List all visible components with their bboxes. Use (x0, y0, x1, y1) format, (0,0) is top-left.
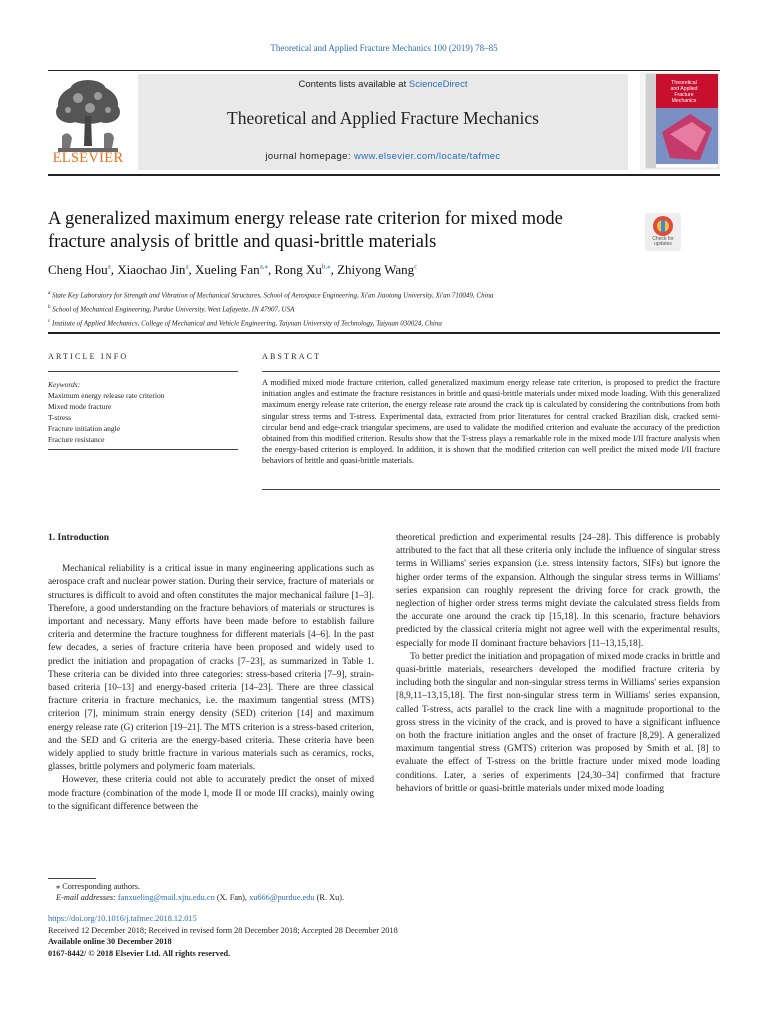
svg-text:Theoretical: Theoretical (671, 80, 697, 86)
email-link[interactable]: fanxueling@mail.xjtu.edu.cn (117, 893, 215, 903)
header-bottom-rule (48, 174, 720, 176)
copyright: 0167-8442/ © 2018 Elsevier Ltd. All rights reserved. (48, 948, 231, 958)
keywords-title: Keywords: (48, 380, 81, 389)
affiliation-mark: a (48, 291, 51, 296)
body-paragraph: theoretical prediction and experimental results [24–28]. This difference is probably attributed to the fact that all these criteria only include the influence of singular stress terms in Williams' series expansion (i.e. stress intensity factors, SIFs) but ignore the higher order terms of the expansion. Although the singular stress terms in Williams' series expansion can roughly represent the driving force for crack growth, the neglection of higher order stress terms might deviate the calculated stress fields from the accurate one around the crack tip [15,18]. In this scenario, fracture behaviors predicted by the classical criteria might not agree well with the experimental results, especially for mode II dominant fracture behaviors [11–13,15,18]. (396, 533, 720, 649)
crossmark-label: Check for updates (652, 236, 674, 247)
abstract-heading: ABSTRACT (262, 352, 322, 361)
body-column-right (396, 532, 720, 796)
abstract-bottom-rule (262, 489, 720, 490)
affiliation-mark: b (48, 304, 51, 310)
author-name[interactable]: Rong Xu (274, 262, 322, 277)
homepage-prefix: journal homepage: (265, 151, 351, 162)
keyword: Fracture resistance (48, 435, 105, 444)
title-block-rule (48, 332, 720, 334)
affiliation-item (48, 288, 720, 302)
keyword: Mixed mode fracture (48, 402, 112, 411)
svg-text:and Applied: and Applied (670, 86, 698, 92)
keyword: T-stress (48, 413, 72, 422)
email-note (48, 892, 708, 903)
author-affiliation-mark[interactable]: a,⁎ (259, 262, 269, 271)
author-affiliation-mark[interactable]: a (185, 262, 189, 271)
journal-cover-image[interactable] (640, 72, 720, 170)
article-info-rule (48, 371, 238, 372)
author-affiliation-mark[interactable]: a (107, 262, 111, 271)
sciencedirect-link[interactable]: ScienceDirect (408, 79, 468, 90)
journal-homepage-line (138, 151, 628, 162)
email-label: E-mail addresses: (56, 893, 116, 903)
affiliation-list (48, 288, 720, 329)
author-affiliation-mark[interactable]: b,⁎ (321, 262, 331, 271)
keyword: Maximum energy release rate criterion (48, 391, 165, 400)
svg-text:Mechanics: Mechanics (671, 98, 697, 104)
affiliation-item (48, 302, 720, 316)
footnotes (48, 881, 708, 903)
author-affiliation-mark[interactable]: c (414, 262, 418, 271)
author-list: Cheng Hou$^a$, Xiaochao Jin$^a$, Xueling Fan$^{a,⁎}$, Rong $Xu^{b,⁎}$, Zhiyong Wang$^c$ (48, 262, 418, 277)
body-paragraph: To better predict the initiation and propagation of mixed mode cracks in brittle and quasi-brittle materials, researchers developed the modified fracture criteria by including both the singular and non-singular stress terms in Williams' series expansion [8,9,11–13,15,18]. The first non-singular stress term in Williams' series expansion, called T-stress, acts parallel to the crack line with a magnitude proportional to the gross stress in the vicinity of the crack, and is proved to have a significant influence on both the fracture initiation angles and the onset of fracture [8,29]. A generalized maximum tangential stress (GMTS) criterion was proposed by Smith et al. [8] to evaluate the effect of T-stress on the brittle fracture under mixed mode loading conditions. Later, a series of experiments [24,30–34] confirmed that fracture behaviors of brittle or quasi-brittle materials under mixed mode loading (396, 651, 720, 794)
article-title: A generalized maximum energy release rate criterion for mixed mode fracture analysis of brittle and quasi-brittle materials (48, 209, 563, 252)
affiliation-text: State Key Laboratory for Strength and Vibration of Mechanical Structures, School of Aerospace Engineering, Xi'an Jiaotong University, Xi'an 710049, China (51, 291, 494, 300)
contents-prefix: Contents lists available at (298, 79, 407, 90)
corresponding-author-note: ⁎ Corresponding authors. (56, 882, 141, 891)
affiliation-item (48, 316, 720, 330)
author-name[interactable]: Cheng Hou (48, 262, 108, 277)
elsevier-wordmark: ELSEVIER (52, 150, 124, 166)
journal-reference-link[interactable]: Theoretical and Applied Fracture Mechanics 100 (2019) 78–85 (270, 43, 498, 53)
section-heading: 1. Introduction (48, 533, 110, 543)
keyword: Fracture initiation angle (48, 424, 121, 433)
keywords-block (48, 379, 238, 445)
affiliation-text: Institute of Applied Mechanics, College of Mechanical and Vehicle Engineering, Taiyuan University of Technology, Taiyuan 030024, China (51, 318, 442, 327)
body-paragraph: Mechanical reliability is a critical issue in many engineering applications such as aerospace craft and nuclear power station. During their service, fracture of materials or structures is difficult to avoid and often constitutes the major mechanical failure [1–3]. Therefore, a good understanding on the fracture behaviors of materials or structures is important and necessary. Many efforts have been made before to establish failure criteria and determine the fracture toughness for different materials [4–6]. In the past few decades, a series of fracture criteria have been proposed and widely used to predict the initiation and propagation of cracks [7–23], as summarized in Table 1. These criteria can be divided into three categories: stress-based criteria [7–9], strain-based criteria [10–13] and energy-based criteria [14–23]. There are three classical fracture criteria in fracture mechanics, i.e. the maximum tangential stress (MTS) criterion [7], minimum strain energy density (SED) criterion [14] and maximum energy release rate (G) criterion [19–21]. The MTS criterion is a stress-based criterion, and the SED and G criteria are the energy-based criteria. These criteria have been widely applied to study brittle fracture in various materials such as ceramics, rocks, glasses, brittle polymers and polymeric foam materials. (48, 564, 374, 773)
body-column-left (48, 532, 374, 814)
homepage-link[interactable]: www.elsevier.com/locate/tafmec (353, 151, 501, 162)
author-name[interactable]: Xiaochao Jin (117, 262, 186, 277)
abstract-text: A modified mixed mode fracture criterion, called generalized maximum energy release rate criterion, is proposed to predict the fracture initiation angles and estimate the fracture resistances in brittle and quasi-brittle materials under mixed mode loading. With this generalized maximum energy release rate criterion, the energy release rate around the crack tip is calculated by considering the contributions from both singular stress terms and T-stress. Experimental data, extracted from prior literatures for central cracked Brazilian disk, cracked semi-circular bend and edge-crack triangular specimens, are used to validate the modified criterion and evaluate the accuracy of the prediction obtained from this modified criterion. Results show that the T-stress plays a remarkable role in the mixed mode I/II fracture analysis when the energy-based criterion is employed. In addition, it is shown that the modified criterion can well predict the mixed mode I/II fracture behaviors of brittle and quasi-brittle materials. (262, 378, 720, 466)
journal-title: Theoretical and Applied Fracture Mechanics (227, 108, 539, 128)
email-link[interactable]: xu666@purdue.edu (249, 893, 315, 903)
body-paragraph: However, these criteria could not able to accurately predict the onset of mixed mode fracture (combination of the mode I, mode II or mode III cracks), mainly owing to the significant difference between the (48, 775, 374, 812)
article-info-heading: ARTICLE INFO (48, 352, 129, 361)
author-name[interactable]: Xueling Fan (195, 262, 260, 277)
received-dates: Received 12 December 2018; Received in revised form 28 December 2018; Accepted 28 December 2018 (48, 925, 398, 935)
contents-line (138, 79, 628, 90)
keywords-rule (48, 449, 238, 450)
svg-text:Fracture: Fracture (674, 92, 694, 98)
email-owner: (X. Fan), (216, 893, 247, 903)
affiliation-text: School of Mechanical Engineering, Purdue University, West Lafayette, IN 47907, USA (52, 305, 295, 314)
header-top-rule (48, 70, 720, 71)
available-online: Available online 30 December 2018 (48, 937, 172, 946)
footnote-rule (48, 878, 96, 879)
doi-link[interactable]: https://doi.org/10.1016/j.tafmec.2018.12.015 (48, 914, 197, 923)
abstract-rule (262, 371, 720, 372)
author-name[interactable]: Zhiyong Wang (337, 262, 415, 277)
article-metadata (48, 913, 708, 959)
affiliation-mark: c (48, 318, 51, 324)
email-owner: (R. Xu). (316, 893, 345, 903)
